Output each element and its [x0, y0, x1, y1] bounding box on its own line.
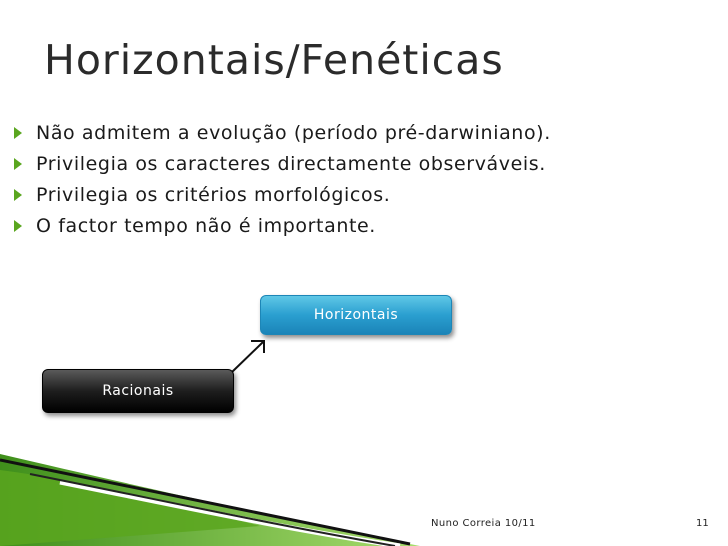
- bullet-arrow-icon: [14, 220, 22, 232]
- slide-title: Horizontais/Fenéticas: [44, 36, 504, 84]
- bullet-arrow-icon: [14, 127, 22, 139]
- bullet-text: Privilegia os caracteres directamente observáveis.: [36, 152, 546, 175]
- bullet-text: O factor tempo não é importante.: [36, 214, 376, 237]
- bullet-item: [14, 179, 551, 210]
- horizontais-box: [260, 295, 452, 335]
- bullet-item: [14, 210, 551, 241]
- racionais-box: [42, 369, 234, 413]
- footer-author: Nuno Correia 10/11: [431, 518, 536, 529]
- page-number: 11: [696, 518, 709, 529]
- bullet-item: [14, 117, 551, 148]
- bullet-item: [14, 148, 551, 179]
- decorative-swoosh: [0, 452, 728, 546]
- bullet-arrow-icon: [14, 158, 22, 170]
- bullet-text: Privilegia os critérios morfológicos.: [36, 183, 391, 206]
- horizontais-label: Horizontais: [313, 307, 399, 323]
- bullet-text: Não admitem a evolução (período pré-darwiniano).: [36, 121, 551, 144]
- bullet-arrow-icon: [14, 189, 22, 201]
- racionais-label: Racionais: [102, 383, 174, 399]
- bullet-list: [14, 117, 551, 241]
